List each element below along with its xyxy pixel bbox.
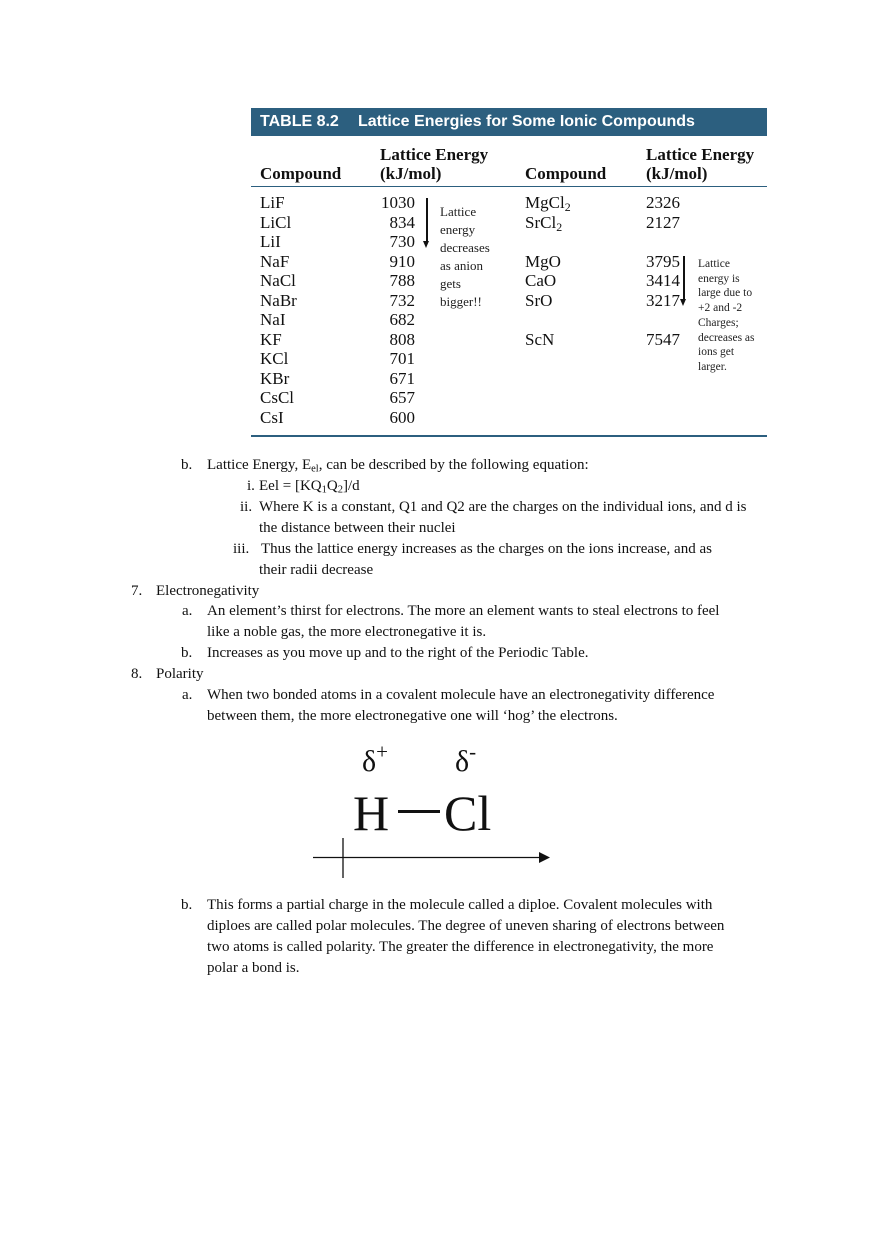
right-energy-2: 2127 — [646, 212, 680, 232]
left-arrow-shaft — [426, 198, 428, 242]
left-compound-12: CsI — [260, 407, 284, 427]
item-7b-line-1: Increases as you move up and to the right of the Periodic Table. — [207, 645, 589, 661]
right-arrow-shaft — [683, 256, 685, 300]
item-7a-line-1: An element’s thirst for electrons. The more an element wants to steal electrons to feel — [207, 603, 720, 619]
item-7-title: Electronegativity — [156, 583, 260, 599]
right-energy-5: 3217 — [646, 290, 680, 310]
item-8-title: Polarity — [156, 666, 204, 682]
left-compound-8: KF — [260, 329, 282, 349]
item-b-marker: b. — [181, 457, 193, 473]
left-energy-12: 600 — [389, 407, 415, 427]
item-8-marker: 8. — [131, 666, 143, 682]
right-energy-3: 3795 — [646, 251, 680, 271]
col-header-compound-right: Compound — [525, 164, 607, 183]
right-energy-6: 7547 — [646, 329, 680, 349]
left-compound-4: NaF — [260, 251, 290, 271]
left-compound-7: NaI — [260, 310, 286, 329]
item-i-equation: Eel = $[KQ_1Q_2]/d$ — [259, 478, 360, 496]
left-compound-9: KCl — [260, 349, 289, 368]
item-8a-line-2: between them, the more electronegative one will ‘hog’ the electrons. — [207, 708, 618, 724]
lattice-energy-table — [251, 108, 767, 438]
item-i-marker: i. — [247, 478, 255, 494]
left-energy-7: 682 — [389, 310, 415, 329]
delta-minus-label: δ- — [455, 739, 477, 778]
dipole-arrow-icon — [310, 836, 552, 880]
left-compound-10: KBr — [260, 368, 290, 388]
header-rule — [251, 186, 767, 187]
right-note-line-8: larger. — [698, 360, 727, 373]
left-compound-2: LiCl — [260, 212, 292, 232]
delta-plus-label: δ+ — [362, 739, 388, 778]
item-iii-marker: iii. — [233, 541, 250, 557]
item-8b-line-4: polar a bond is. — [207, 960, 300, 976]
left-energy-2: 834 — [389, 212, 415, 232]
left-compound-1: LiF — [260, 193, 285, 212]
left-energy-6: 732 — [389, 290, 415, 310]
left-arrow-head-icon — [423, 241, 429, 248]
left-compound-5: NaCl — [260, 271, 296, 290]
left-note-line-5: gets — [440, 276, 461, 291]
item-8b-line-1: This forms a partial charge in the molecule called a diploe. Covalent molecules with — [207, 897, 713, 913]
col-header-energy-right-line1: Lattice Energy — [646, 145, 755, 164]
item-7a-line-2: like a noble gas, the more electronegative it is. — [207, 624, 487, 640]
table-header-bar — [251, 108, 767, 136]
right-compound-6: ScN — [525, 329, 555, 349]
item-ii-marker: ii. — [240, 499, 253, 515]
right-compound-5: SrO — [525, 290, 553, 310]
table-bottom-rule — [251, 435, 767, 437]
right-compound-2: SrCl$_2$ — [525, 212, 563, 234]
table-number: TABLE 8.2 — [260, 113, 339, 130]
item-8a-line-1: When two bonded atoms in a covalent molecule have an electronegativity difference — [207, 687, 715, 703]
atom-cl: Cl — [444, 785, 492, 841]
left-energy-8: 808 — [389, 329, 415, 349]
right-energy-4: 3414 — [646, 271, 680, 290]
left-energy-11: 657 — [389, 388, 415, 407]
right-note-line-1: Lattice — [698, 258, 730, 270]
left-note-line-1: Lattice — [440, 204, 477, 219]
left-note-line-6: bigger!! — [440, 294, 482, 309]
left-note-line-3: decreases — [440, 240, 490, 255]
right-note-line-2: energy is — [698, 272, 740, 285]
col-header-energy-left-line2: (kJ/mol) — [380, 164, 442, 183]
item-iii-line-1: Thus the lattice energy increases as the charges on the ions increase, and as — [261, 541, 712, 557]
right-compound-1: MgCl$_2$ — [525, 193, 571, 214]
left-energy-3: 730 — [389, 232, 415, 251]
left-compound-11: CsCl — [260, 388, 295, 407]
left-energy-9: 701 — [389, 349, 415, 368]
left-note-line-2: energy — [440, 222, 476, 237]
left-energy-1: 1030 — [381, 193, 415, 212]
col-header-compound-left: Compound — [260, 164, 342, 183]
right-energy-1: 2326 — [646, 193, 680, 212]
col-header-energy-right-line2: (kJ/mol) — [646, 164, 708, 183]
left-energy-10: 671 — [389, 368, 415, 388]
table-title: Lattice Energies for Some Ionic Compounds — [358, 113, 695, 130]
item-8b-line-3: two atoms is called polarity. The greater the difference in electronegativity, the more — [207, 939, 714, 955]
item-7b-marker: b. — [181, 645, 193, 661]
item-iii-line-2: their radii decrease — [259, 562, 374, 578]
right-note-line-6: decreases as — [698, 331, 755, 344]
item-8b-line-2: diploes are called polar molecules. The degree of uneven sharing of electrons between — [207, 918, 725, 934]
item-b-lattice-energy: Lattice Energy, $E_{el}$, can be described by the following equation: — [207, 457, 589, 475]
right-compound-3: MgO — [525, 251, 561, 271]
item-7a-marker: a. — [182, 603, 193, 619]
atom-h: H — [353, 785, 390, 841]
left-compound-3: LiI — [260, 232, 281, 251]
left-energy-5: 788 — [389, 271, 415, 290]
col-header-energy-left-line1: Lattice Energy — [380, 145, 489, 164]
right-note-line-5: Charges; — [698, 316, 739, 329]
item-ii-line-2: the distance between their nuclei — [259, 520, 456, 536]
right-note-line-3: large due to — [698, 287, 753, 300]
covalent-bond-line — [398, 810, 440, 813]
right-note-line-4: +2 and -2 — [698, 302, 743, 315]
left-energy-4: 910 — [389, 251, 415, 271]
right-arrow-head-icon — [680, 299, 686, 306]
left-annotation-note — [440, 203, 490, 311]
right-annotation-note — [698, 257, 755, 375]
item-7-marker: 7. — [131, 583, 143, 599]
right-note-line-7: ions get — [698, 346, 735, 359]
right-compound-4: CaO — [525, 271, 557, 290]
item-8a-marker: a. — [182, 687, 193, 703]
item-8b-marker: b. — [181, 897, 193, 913]
item-ii-line-1: Where K is a constant, Q1 and Q2 are the charges on the individual ions, and d is — [259, 499, 747, 515]
left-compound-6: NaBr — [260, 290, 297, 310]
left-note-line-4: as anion — [440, 258, 483, 273]
